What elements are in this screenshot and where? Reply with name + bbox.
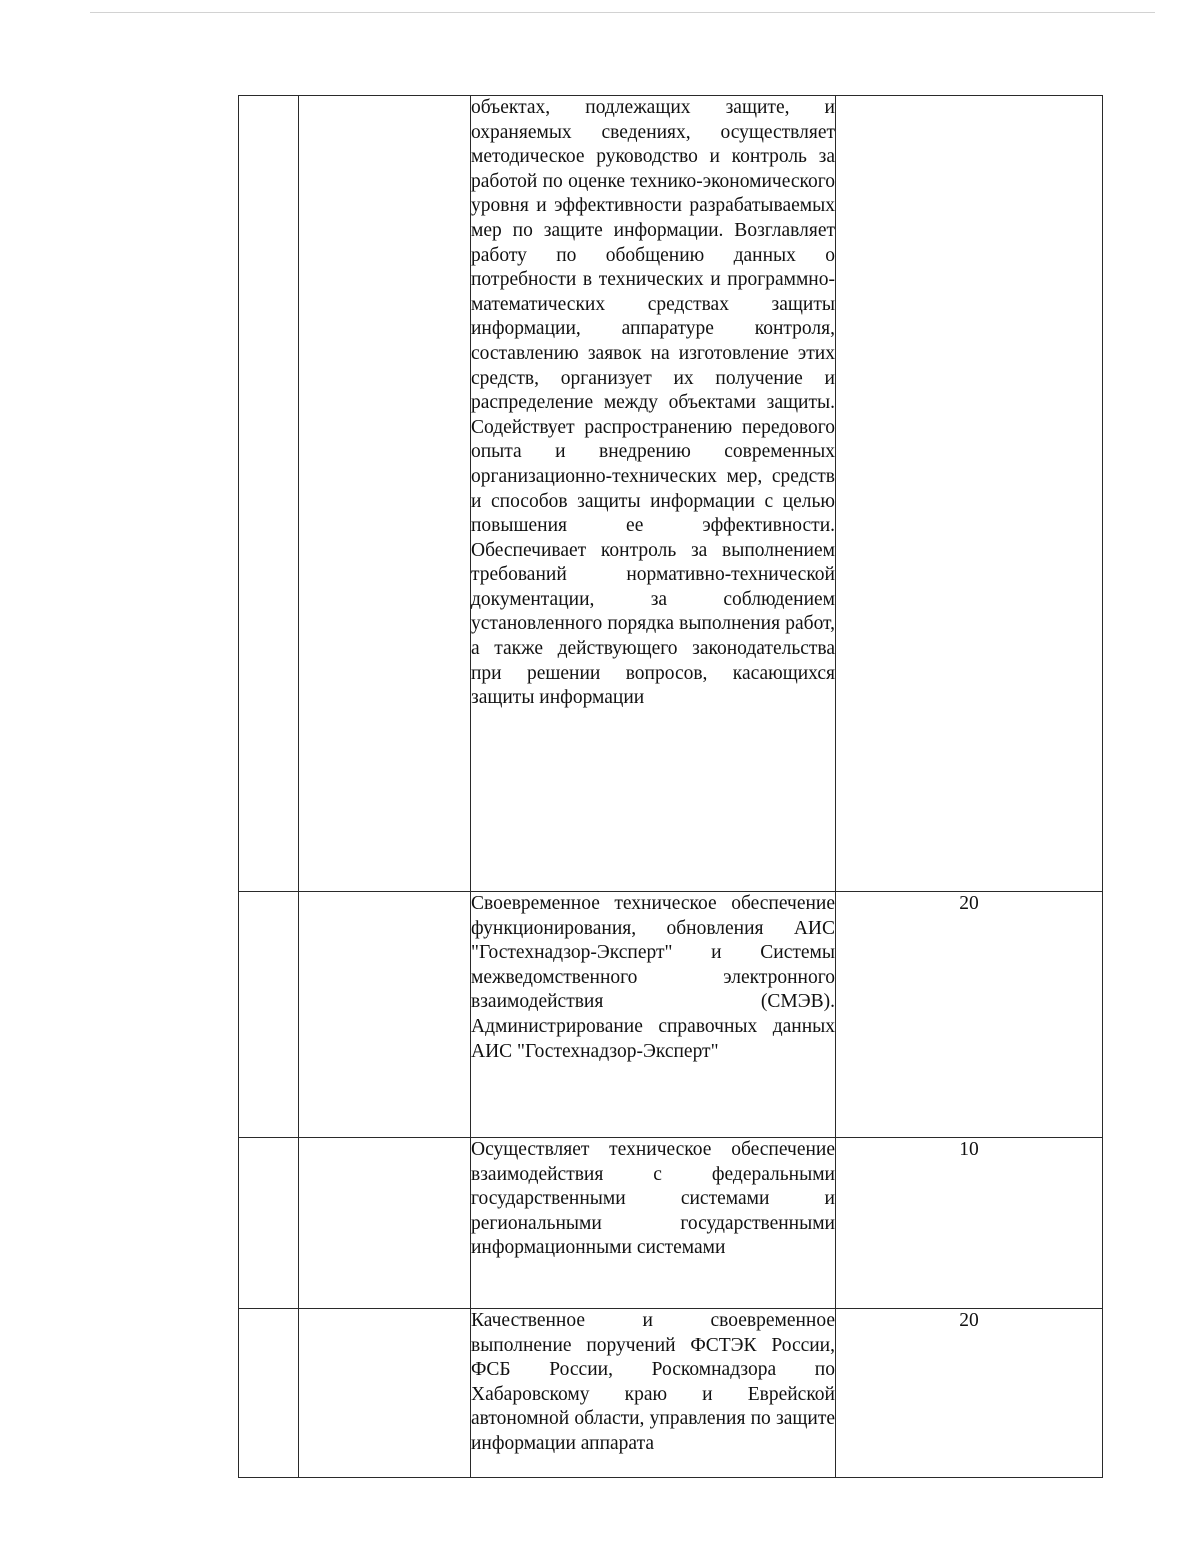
table-row — [239, 892, 1103, 1138]
description-cell — [471, 96, 836, 892]
description-cell — [471, 892, 836, 1138]
row-number-cell — [239, 1138, 299, 1309]
score-value: 20 — [959, 1310, 979, 1331]
table-row — [239, 1138, 1103, 1309]
table-row — [239, 96, 1103, 892]
criteria-table — [238, 95, 1103, 1478]
score-cell — [836, 892, 1103, 1138]
description-text: Качественное и своевременное выполнение поручений ФСТЭК России, ФСБ России, Роскомнадзора по Хабаровскому краю и Еврейской автономной области, управления по защите информации аппарата — [471, 1310, 835, 1454]
description-text: Осуществляет техническое обеспечение взаимодействия с федеральными государственными системами и региональными государственными информационными системами — [471, 1139, 835, 1259]
score-value: 10 — [959, 1139, 979, 1160]
scan-edge-line — [90, 12, 1155, 13]
description-text: Своевременное техническое обеспечение функционирования, обновления АИС "Гостехнадзор-Эксперт" и Системы межведомственного электронного взаимодействия (СМЭВ). Администрирование справочных данных АИС "Гостехнадзор-Эксперт" — [471, 893, 835, 1062]
row-name-cell — [299, 1309, 471, 1478]
description-text: объектах, подлежащих защите, и охраняемых сведениях, осуществляет методическое руководство и контроль за работой по оценке технико-экономического уровня и эффективности разрабатываемых мер по защите информации. Возглавляет работу по обобщению данных о потребности в технических и программно-математических средствах защиты информации, аппаратуре контроля, составлению заявок на изготовление этих средств, организует их получение и распределение между объектами защиты. Содействует распространению передового опыта и внедрению современных организационно-технических мер, средств и способов защиты информации с целью повышения ее эффективности. Обеспечивает контроль за выполнением требований нормативно-технической документации, за соблюдением установленного порядка выполнения работ, а также действующего законодательства при решении вопросов, касающихся защиты информации — [471, 97, 835, 709]
row-number-cell — [239, 892, 299, 1138]
row-name-cell — [299, 96, 471, 892]
score-cell — [836, 1309, 1103, 1478]
row-number-cell — [239, 96, 299, 892]
description-cell — [471, 1309, 836, 1478]
row-name-cell — [299, 1138, 471, 1309]
row-number-cell — [239, 1309, 299, 1478]
table-row — [239, 1309, 1103, 1478]
row-name-cell — [299, 892, 471, 1138]
score-value: 20 — [959, 893, 979, 914]
score-cell — [836, 96, 1103, 892]
description-cell — [471, 1138, 836, 1309]
score-cell — [836, 1138, 1103, 1309]
